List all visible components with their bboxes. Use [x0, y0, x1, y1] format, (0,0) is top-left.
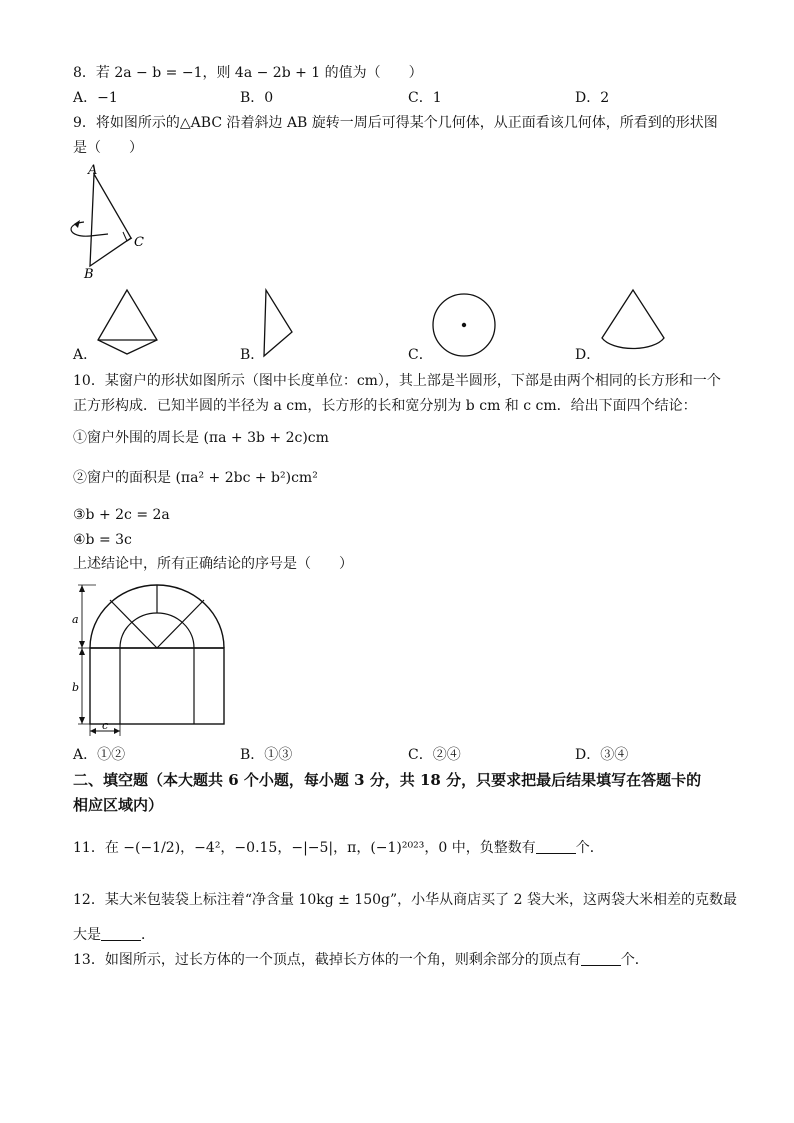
q8-stem: 8．若 2a − b = −1，则 4a − 2b + 1 的值为（ ） [73, 65, 423, 81]
q9-option-d-shape [598, 288, 668, 358]
q9-label-c: C [134, 235, 144, 250]
q12-answer-blank[interactable] [101, 926, 141, 941]
q8-option-d: D．2 [575, 90, 610, 106]
q12-line2 [73, 925, 155, 945]
q9-stem-line2: 是（ ） [73, 140, 143, 156]
q12-text: 大是 [73, 927, 101, 943]
q13-tail: 个． [620, 952, 649, 968]
q10-conclusion-1: ①窗户外围的周长是 (πa + 3b + 2c)cm [73, 430, 329, 446]
q8-option-c: C．1 [408, 90, 442, 106]
q13-answer-blank[interactable] [581, 951, 621, 966]
q10-option-c: C．②④ [408, 747, 461, 763]
q10-conclusion-2: ②窗户的面积是 (πa² + 2bc + b²)cm² [73, 470, 318, 486]
q10-label-a: a [72, 613, 79, 626]
q9-option-a: A． [73, 347, 98, 363]
q11-text: 11．在 −(−1/2)，−4²，−0.15，−|−5|，π，(−1)²⁰²³，0 中，负整数有 [73, 840, 536, 856]
q12-tail: ． [141, 927, 155, 943]
q11-line [73, 838, 604, 858]
q9-label-b: B [84, 267, 94, 282]
q12-line1: 12．某大米包装袋上标注着“净含量 10kg ± 150g”，小华从商店买了 2 袋大米，这两袋大米相差的克数最 [73, 892, 737, 908]
q9-option-c: C． [408, 347, 433, 363]
q8-option-b: B．0 [240, 90, 274, 106]
q9-option-a-shape [95, 288, 160, 358]
q9-option-d: D． [575, 347, 601, 363]
q9-option-b: B． [240, 347, 265, 363]
q11-tail: 个． [575, 840, 604, 856]
q10-stem-line1: 10．某窗户的形状如图所示（图中长度单位：cm），其上部是半圆形，下部是由两个相同的长方形和一个 [73, 373, 721, 389]
q10-window-figure [70, 578, 235, 738]
q9-option-b-shape [260, 288, 300, 360]
q8-option-a: A．−1 [73, 90, 118, 106]
q9-stem-line1: 9．将如图所示的△ABC 沿着斜边 AB 旋转一周后可得某个几何体，从正面看该几何体，所看到的形状图 [73, 115, 718, 131]
q10-conclusion-4: ④b = 3c [73, 532, 132, 548]
section2-heading-line2: 相应区域内） [73, 796, 164, 814]
q10-conclusion-3: ③b + 2c = 2a [73, 507, 170, 523]
q10-option-b: B．①③ [240, 747, 293, 763]
q9-option-c-shape [430, 294, 500, 360]
q13-line [73, 950, 649, 970]
q10-label-b: b [72, 681, 80, 694]
q13-text: 13．如图所示，过长方体的一个顶点，截掉长方体的一个角，则剩余部分的顶点有 [73, 952, 581, 968]
section2-heading-line1: 二、填空题（本大题共 6 个小题，每小题 3 分，共 18 分，只要求把最后结果填写在答题卡的 [73, 771, 702, 789]
q9-triangle-figure [60, 160, 160, 285]
q11-answer-blank[interactable] [536, 839, 576, 854]
q10-option-d: D．③④ [575, 747, 629, 763]
q10-ask: 上述结论中，所有正确结论的序号是（ ） [73, 556, 353, 572]
q10-stem-line2: 正方形构成．已知半圆的半径为 a cm，长方形的长和宽分别为 b cm 和 c cm．给出下面四个结论： [73, 398, 697, 414]
q9-label-a: A [88, 163, 98, 178]
q10-label-c: c [102, 719, 109, 732]
q10-option-a: A．①② [73, 747, 126, 763]
